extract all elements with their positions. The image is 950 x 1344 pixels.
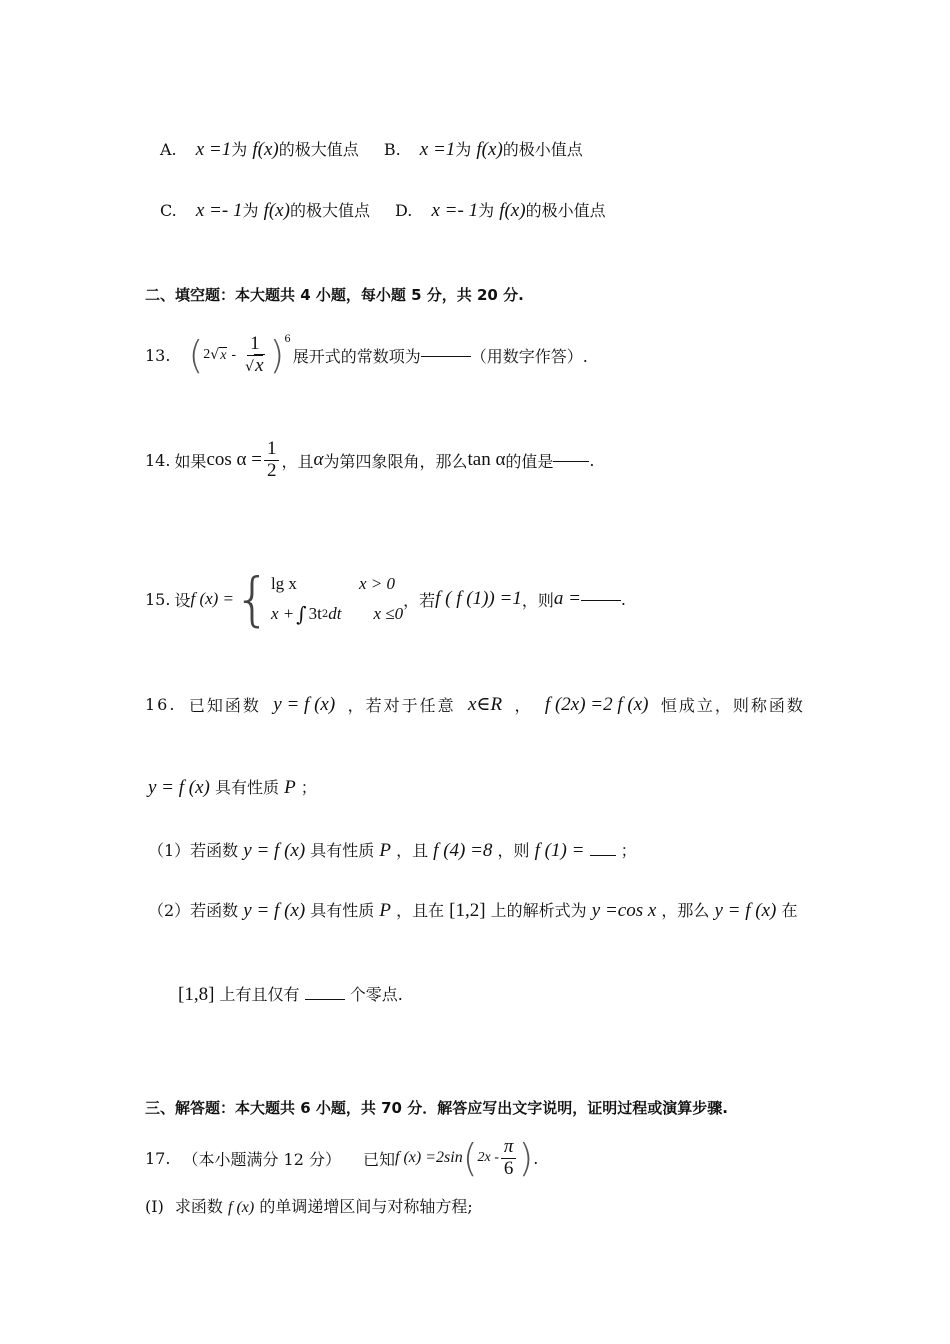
- q16-p2b-answer-blank[interactable]: [305, 997, 345, 1000]
- q16-l2tail: ；: [300, 778, 317, 797]
- option-d-label: D.: [395, 201, 413, 220]
- q13-minus: -: [231, 347, 237, 363]
- q16-p1-m3: f (1) =: [534, 840, 585, 861]
- option-a-math: x =1: [195, 139, 232, 160]
- q13-expression: [188, 334, 290, 377]
- option-b-w1: 为: [455, 140, 472, 159]
- q16-l1-m1: y = f (x): [273, 693, 336, 715]
- q15-number: 15.: [145, 589, 171, 609]
- option-b-math: x =1: [419, 139, 456, 160]
- option-row-cd: [160, 198, 606, 222]
- question-16-line-2: [148, 775, 317, 799]
- q16-p2-m: y = f (x): [243, 900, 306, 921]
- q13-text: 展开式的常数项为: [292, 346, 421, 366]
- q14-frac-den: 2: [266, 459, 277, 481]
- q16-p2-P: P: [379, 900, 391, 921]
- q15-t3: ，则: [521, 590, 554, 610]
- q16-p1-t2: ，且: [396, 841, 429, 860]
- q14-cos: cos α =: [206, 449, 262, 470]
- q17-sub1-label: (Ⅰ): [145, 1197, 164, 1216]
- q13-number: 13.: [145, 345, 171, 365]
- question-16-part-2-cont: [178, 982, 403, 1006]
- option-a-w2: 的极大值点: [278, 140, 359, 159]
- q13-frac-num: 1: [247, 334, 263, 356]
- q14-t4: 的值是: [505, 451, 554, 471]
- q15-tail: .: [620, 589, 627, 609]
- question-14: [145, 436, 595, 484]
- option-b-label: B.: [383, 140, 401, 159]
- q14-answer-blank[interactable]: [553, 459, 589, 462]
- q13-fraction: [242, 334, 267, 377]
- option-d-math: x =- 1: [431, 200, 479, 221]
- option-b-fx: f(x): [476, 139, 503, 160]
- q17-sub1-t: 求函数: [174, 1197, 223, 1216]
- q13-radicand: x: [220, 347, 227, 363]
- q16-l2-m: y = f (x): [148, 777, 210, 798]
- q16-p1-m: y = f (x): [243, 840, 306, 861]
- q13-right-paren: ): [269, 333, 285, 377]
- q15-dt: dt: [328, 604, 342, 623]
- question-17-part-1: [145, 1194, 473, 1217]
- q13-exponent: 6: [284, 333, 291, 345]
- q14-tail: .: [589, 450, 595, 470]
- q15-fx: f (x) =: [190, 589, 235, 608]
- option-c-w2: 的极大值点: [289, 201, 370, 220]
- q17-t1: 已知: [363, 1149, 396, 1169]
- option-c-label: C.: [160, 201, 177, 220]
- q16-p1-P: P: [379, 840, 391, 861]
- q13-left-paren: (: [188, 333, 204, 377]
- q16-l2: 具有性质: [214, 778, 279, 797]
- q16-p2-t3: 上的解析式为: [490, 901, 587, 920]
- option-a-w1: 为: [231, 140, 248, 159]
- q13-sqrt-sign: √: [210, 347, 220, 363]
- option-c-w1: 为: [242, 201, 259, 220]
- question-16-part-2: [148, 898, 797, 922]
- q15-case1-cond: x > 0: [358, 574, 395, 593]
- q16-p1-label: （1）若函数: [148, 841, 239, 860]
- q17-tail: .: [533, 1148, 539, 1168]
- q17-left-paren: (: [462, 1136, 478, 1180]
- q16-p1-t: 具有性质: [310, 841, 375, 860]
- q17-score: （本小题满分 12 分）: [182, 1149, 341, 1169]
- option-a-label: A.: [160, 140, 177, 159]
- question-16-line-1: [145, 693, 805, 716]
- q13-den-radicand: x: [255, 354, 264, 376]
- q14-frac-num: 1: [264, 439, 280, 461]
- q17-sub1-t2: 的单调递增区间与对称轴方程;: [259, 1197, 473, 1216]
- option-c-fx: f(x): [263, 200, 290, 221]
- q16-p2b-int: [1,8]: [178, 984, 215, 1005]
- q16-l1-m2: x∈R: [467, 694, 503, 715]
- option-d-fx: f(x): [499, 200, 526, 221]
- q15-cond: f ( f (1)) =1: [435, 588, 522, 609]
- q14-tan: tan α: [467, 449, 506, 470]
- q13-den-sqrt: √: [245, 358, 255, 375]
- option-a-fx: f(x): [252, 139, 279, 160]
- q16-l1c: ，: [514, 696, 533, 715]
- q13-coef: 2: [203, 347, 211, 362]
- q16-p1-t3: ，则: [497, 841, 530, 860]
- q15-t2: ，若: [403, 590, 436, 610]
- q16-p1-tail: ；: [620, 841, 637, 860]
- q17-sub1-fx: f (x): [228, 1199, 255, 1216]
- q16-l1d: 恒成立，则称函数: [660, 696, 805, 715]
- q14-t2: ，且: [281, 451, 314, 471]
- q16-p2-label: （2）若函数: [148, 901, 239, 920]
- q16-p2-t5: 在: [781, 901, 798, 920]
- q16-p1-m2: f (4) =8: [433, 840, 493, 861]
- q13-answer-blank[interactable]: [421, 354, 471, 357]
- q16-p2-t4: ，那么: [661, 901, 710, 920]
- q15-case2-expr: x +: [270, 604, 295, 623]
- q17-inner: 2x -: [477, 1150, 499, 1165]
- q15-case2-cond: x ≤0: [373, 604, 404, 623]
- q16-l1: 已知函数: [188, 696, 261, 715]
- q17-right-paren: ): [518, 1136, 534, 1180]
- q15-case-1: [271, 569, 403, 599]
- q16-p2-m2: y =cos x: [591, 900, 657, 921]
- q17-fx: f (x) =2sin: [395, 1149, 463, 1166]
- q16-p1-answer-blank[interactable]: [590, 853, 616, 856]
- q15-case1-expr: lg x: [270, 574, 297, 593]
- option-d-w1: 为: [478, 201, 495, 220]
- q16-p2-t: 具有性质: [310, 901, 375, 920]
- option-row-ab: [160, 137, 583, 161]
- q16-l1-m3: f (2x) =2 f (x): [544, 693, 649, 715]
- q16-p2-m3: y = f (x): [714, 900, 777, 921]
- option-c-math: x =- 1: [195, 200, 243, 221]
- q14-t1: 如果: [174, 451, 207, 471]
- question-13: [145, 332, 588, 378]
- q17-pi: π: [501, 1137, 517, 1159]
- q15-cases: [271, 569, 403, 629]
- q15-integral-icon: ∫: [296, 602, 307, 626]
- q15-brace: {: [234, 565, 271, 633]
- section-2-heading: 二、填空题：本大题共 4 小题，每小题 5 分，共 20 分.: [145, 286, 524, 304]
- q13-tail: （用数字作答）.: [470, 346, 588, 366]
- q16-number: 16.: [145, 695, 177, 714]
- q17-fraction: [501, 1137, 517, 1180]
- q17-number: 17.: [145, 1148, 171, 1168]
- q17-six: 6: [503, 1157, 514, 1179]
- q16-p2b-t: 上有且仅有: [219, 985, 300, 1004]
- q16-p2b-tail: 个零点.: [349, 985, 403, 1004]
- section-3-heading: 三、解答题：本大题共 6 小题，共 70 分．解答应写出文字说明，证明过程或演算步骤.: [145, 1099, 728, 1117]
- q14-number: 14.: [145, 450, 171, 470]
- q16-p2-int: [1,2]: [449, 900, 486, 921]
- q15-case-2: [271, 599, 403, 629]
- q15-integrand: 3t: [308, 604, 322, 623]
- q15-integrand-exp: 2: [321, 608, 329, 620]
- q15-t1: 设: [174, 590, 191, 610]
- q14-alpha: α: [313, 449, 324, 470]
- q15-answer-blank[interactable]: [581, 598, 621, 601]
- question-17: [145, 1136, 538, 1180]
- q16-p2-t2: ，且在: [396, 901, 445, 920]
- question-16-part-1: [148, 838, 637, 862]
- q16-l1b: ，若对于任意: [347, 696, 456, 715]
- option-d-w2: 的极小值点: [525, 201, 606, 220]
- q14-fraction: [264, 439, 280, 482]
- q14-t3: 为第四象限角，那么: [323, 451, 468, 471]
- q15-a: a =: [553, 588, 581, 609]
- q16-P: P: [284, 777, 296, 798]
- option-b-w2: 的极小值点: [502, 140, 583, 159]
- question-15: [145, 563, 626, 635]
